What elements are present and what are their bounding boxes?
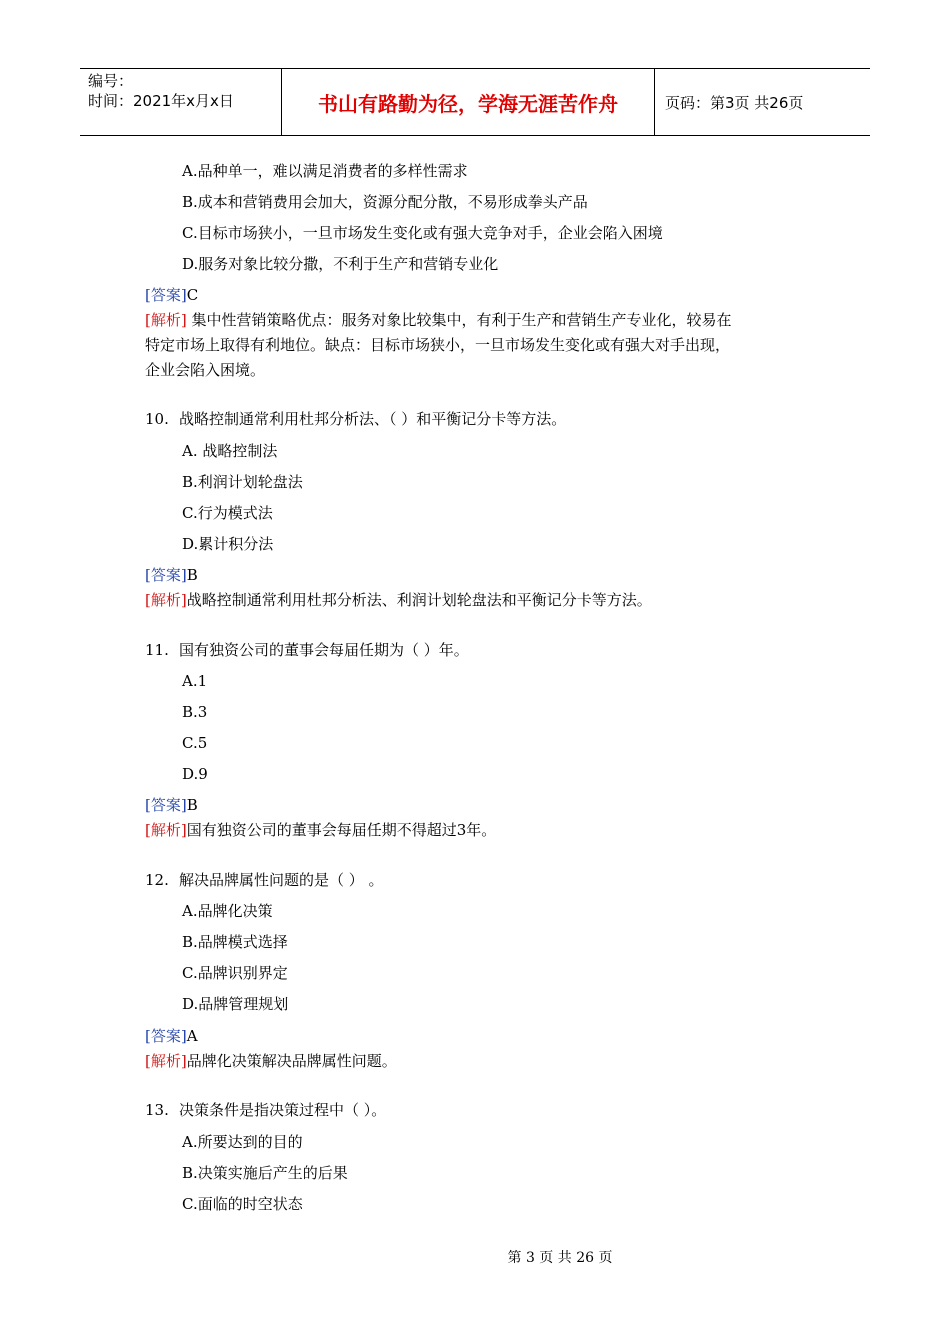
- answer-tag: [答案]: [145, 566, 187, 584]
- question-text: 国有独资公司的董事会每届任期为（ ）年。: [179, 641, 469, 659]
- explanation-line: [145, 820, 496, 840]
- question-text: 决策条件是指决策过程中（ ）。: [179, 1101, 387, 1119]
- answer-value: A: [186, 1027, 198, 1045]
- option-d: D.服务对象比较分撒，不利于生产和营销专业化: [182, 255, 499, 273]
- header-page-number: 页码：第3页 共26页: [665, 94, 804, 112]
- explanation-text: 品牌化决策解决品牌属性问题。: [186, 1052, 397, 1070]
- question-12: [145, 870, 384, 890]
- question-number: 10.: [145, 410, 169, 428]
- answer-value: B: [186, 796, 198, 814]
- explanation-tag: [解析]: [145, 1052, 187, 1070]
- answer-line: [145, 565, 198, 585]
- question-number: 12.: [145, 871, 169, 889]
- question-11: [145, 640, 469, 660]
- option-b: B.利润计划轮盘法: [182, 473, 303, 491]
- question-13: [145, 1100, 386, 1120]
- question-number: 13.: [145, 1101, 169, 1119]
- option-a: A. 战略控制法: [182, 442, 278, 460]
- option-b: B.3: [182, 703, 208, 721]
- page-header: [80, 68, 870, 136]
- answer-tag: [答案]: [145, 286, 187, 304]
- option-d: D.累计积分法: [182, 535, 274, 553]
- question-number: 11.: [145, 641, 169, 659]
- option-c: C.目标市场狭小，一旦市场发生变化或有强大竞争对手，企业会陷入困境: [182, 224, 663, 242]
- explanation-text: 特定市场上取得有利地位。缺点：目标市场狭小，一旦市场发生变化或有强大对手出现，: [145, 336, 731, 354]
- question-text: 解决品牌属性问题的是（ ） 。: [179, 871, 384, 889]
- option-b: B.决策实施后产生的后果: [182, 1164, 348, 1182]
- option-d: D.品牌管理规划: [182, 995, 289, 1013]
- option-a: A.品种单一，难以满足消费者的多样性需求: [182, 162, 468, 180]
- option-c: C.5: [182, 734, 208, 752]
- option-a: A.品牌化决策: [182, 902, 273, 920]
- explanation-text: 战略控制通常利用杜邦分析法、利润计划轮盘法和平衡记分卡等方法。: [186, 591, 652, 609]
- explanation-text: 企业会陷入困境。: [145, 361, 266, 379]
- answer-tag: [答案]: [145, 1027, 187, 1045]
- explanation-tag: [解析]: [145, 591, 187, 609]
- option-b: B.成本和营销费用会加大，资源分配分散，不易形成拳头产品: [182, 193, 588, 211]
- explanation-line: [145, 1051, 397, 1071]
- question-10: [145, 409, 566, 429]
- explanation-tag: [解析]: [145, 821, 187, 839]
- option-c: C.面临的时空状态: [182, 1195, 303, 1213]
- option-c: C.行为模式法: [182, 504, 273, 522]
- option-c: C.品牌识别界定: [182, 964, 288, 982]
- answer-line: [145, 795, 198, 815]
- header-meta: [88, 71, 280, 111]
- explanation-text: 集中性营销策略优点：服务对象比较集中，有利于生产和营销生产专业化，较易在: [191, 311, 732, 329]
- answer-line: [145, 285, 198, 305]
- explanation-text: 国有独资公司的董事会每届任期不得超过3年。: [186, 821, 497, 839]
- header-divider: [654, 69, 655, 136]
- explanation-tag: [解析]: [145, 311, 187, 329]
- option-b: B.品牌模式选择: [182, 933, 288, 951]
- answer-line: [145, 1026, 198, 1046]
- explanation-line: [145, 310, 732, 330]
- answer-value: C: [186, 286, 199, 304]
- option-a: A.1: [182, 672, 208, 690]
- answer-tag: [答案]: [145, 796, 187, 814]
- question-text: 战略控制通常利用杜邦分析法、（ ）和平衡记分卡等方法。: [179, 410, 567, 428]
- answer-value: B: [186, 566, 198, 584]
- code-label: 编号：: [88, 72, 134, 90]
- explanation-line: [145, 590, 652, 610]
- time-label: 时间：2021年x月x日: [88, 92, 234, 110]
- page-footer: 第 3 页 共 26 页: [507, 1250, 613, 1266]
- option-d: D.9: [182, 765, 208, 783]
- option-a: A.所要达到的目的: [182, 1133, 303, 1151]
- header-motto: 书山有路勤为径，学海无涯苦作舟: [318, 92, 618, 116]
